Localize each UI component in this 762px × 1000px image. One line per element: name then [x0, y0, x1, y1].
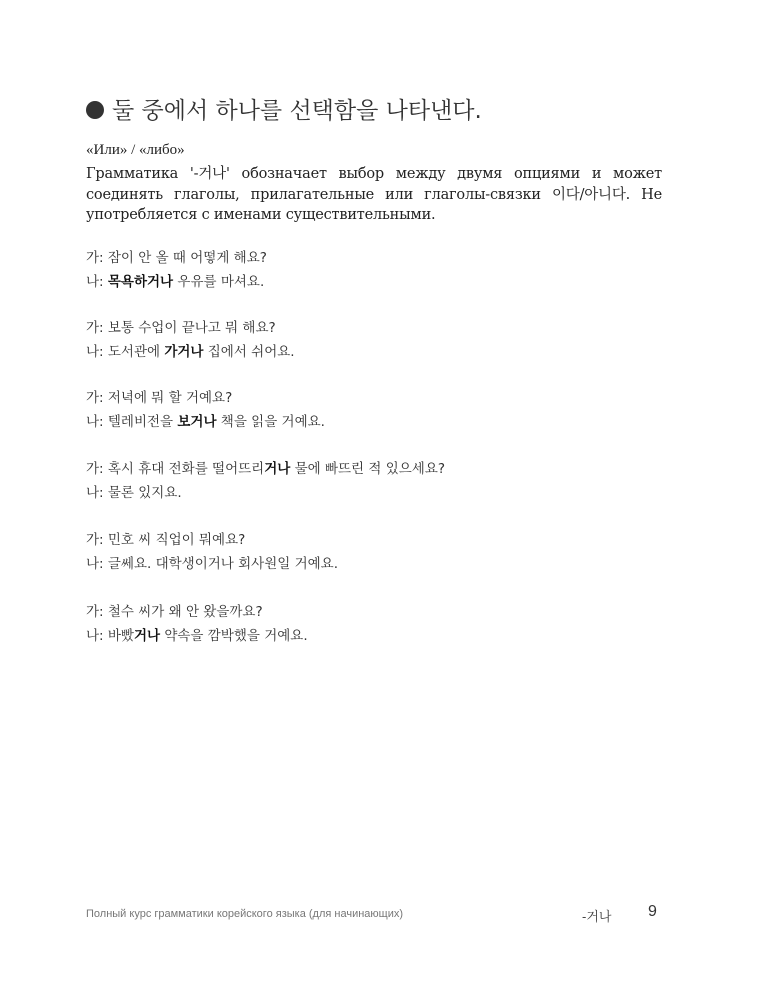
dialogue	[86, 600, 308, 648]
dialogue-text: 책을 읽을 거예요.	[216, 414, 325, 430]
dialogue-text: 가: 저녁에 뭐 할 거예요?	[86, 390, 233, 406]
dialogue	[86, 316, 295, 364]
dialogue-text: 나:	[86, 274, 108, 290]
dialogue-text: 가: 잠이 안 올 때 어떻게 해요?	[86, 250, 267, 266]
highlighted-grammar: 거나	[133, 628, 161, 644]
heading-text: 둘 중에서 하나를 선택함을 나타낸다.	[112, 98, 482, 124]
dialogue-text: 나: 도서관에	[86, 344, 165, 360]
dialogue-line	[86, 246, 267, 270]
grammar-explanation: Грамматика '-거나' обозначает выбор между двумя опциями и может соединять глаголы, прилагательные или глаголы-связки 이다/아니다. Не употребляется с именами существительными.	[86, 166, 662, 223]
dialogue-line	[86, 481, 445, 505]
dialogue-line	[86, 316, 295, 340]
dialogue	[86, 386, 325, 434]
dialogue-text: 가: 철수 씨가 왜 안 왔을까요?	[86, 604, 263, 620]
dialogue-text: 물에 빠뜨린 적 있으세요?	[290, 461, 446, 477]
highlighted-grammar: 목욕하거나	[107, 274, 174, 290]
bullet-icon	[86, 101, 104, 119]
highlighted-grammar: 거나	[264, 461, 291, 477]
dialogue-line	[86, 528, 338, 552]
dialogue-line	[86, 600, 308, 624]
dialogue-text: 약속을 깜박했을 거예요.	[160, 628, 308, 644]
dialogue-text: 우유를 마셔요.	[173, 274, 265, 290]
dialogue-text: 나: 바빴	[86, 628, 134, 644]
dialogue-text: 가: 혹시 휴대 전화를 떨어뜨리	[86, 461, 265, 477]
dialogue-text: 가: 보통 수업이 끝나고 뭐 해요?	[86, 320, 276, 336]
dialogue	[86, 457, 445, 505]
footer-section: -거나	[582, 909, 612, 924]
dialogue-line	[86, 270, 267, 294]
dialogue-text: 나: 텔레비전을	[86, 414, 178, 430]
highlighted-grammar: 보거나	[177, 414, 217, 430]
dialogue	[86, 528, 338, 576]
dialogue-line	[86, 386, 325, 410]
dialogue-line	[86, 624, 308, 648]
dialogue-line	[86, 552, 338, 576]
dialogue-text: 나: 물론 있지요.	[86, 485, 182, 501]
dialogue-line	[86, 457, 445, 481]
section-heading	[86, 92, 482, 125]
dialogue-line	[86, 340, 295, 364]
subtitle: «Или» / «либо»	[86, 142, 185, 158]
dialogue-text: 나: 글쎄요. 대학생이거나 회사원일 거예요.	[86, 556, 338, 572]
page-number: 9	[648, 903, 657, 920]
dialogue-line	[86, 410, 325, 434]
dialogue	[86, 246, 267, 294]
footer-book-title: Полный курс грамматики корейского языка (для начинающих)	[86, 908, 404, 920]
highlighted-grammar: 가거나	[164, 344, 204, 360]
dialogue-text: 집에서 쉬어요.	[203, 344, 295, 360]
dialogue-text: 가: 민호 씨 직업이 뭐예요?	[86, 532, 246, 548]
